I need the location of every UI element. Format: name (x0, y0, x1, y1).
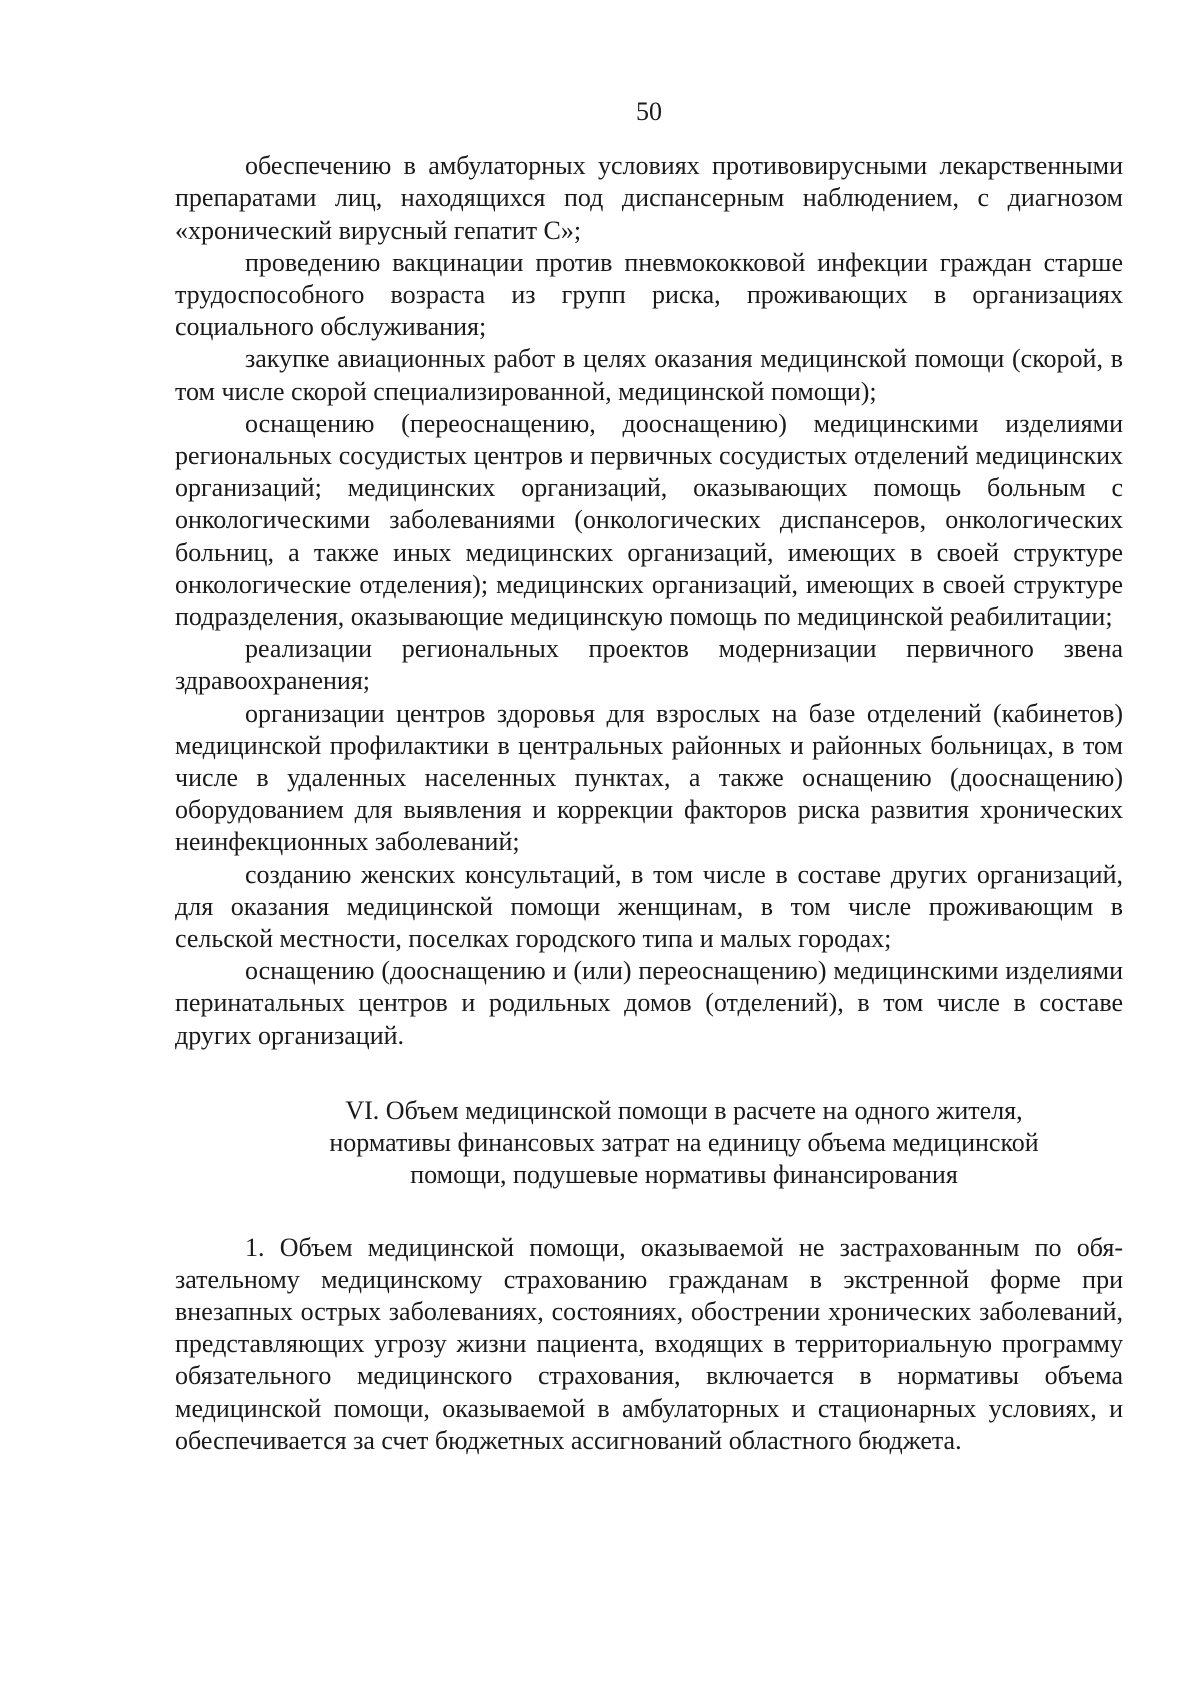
paragraph-health-centers: организации центров здоровья для взрослых на базе отделений (кабинетов) медицинской профилактики в центральных районных и районных больницах, в том числе в удаленных населенных пунктах, а также оснащению (дооснащению) оборудованием для выявления и коррекции факторов риска развития хронических неинфекционных заболеваний; (175, 698, 1123, 857)
section-heading-line: помощи, подушевые нормативы финансирования (410, 1160, 958, 1190)
section-heading-line: нормативы финансовых затрат на единицу объема медицинской (329, 1128, 1039, 1158)
paragraph-womens-consultations: созданию женских консультаций, в том числе в составе других организаций, для оказания медицинской помощи женщинам, в том числе проживающим в сельской местности, поселках городского типа и малых городах; (175, 859, 1123, 954)
paragraph-aviation-works: закупке авиационных работ в целях оказания медицинской помощи (скорой, в том числе скорой специализированной, медицинской помощи); (175, 344, 1123, 406)
paragraph-perinatal-centers: оснащению (дооснащению и (или) переоснащению) медицинскими изделиями перинатальных центров и родильных домов (отделений), в том числе в составе других организаций. (175, 956, 1123, 1050)
page-number: 50 (636, 97, 662, 126)
paragraph-numbered-1: 1. Объем медицинской помощи, оказываемой не застрахованным по обязательному медицинскому страхованию гражданам в экстренной форме при внезапных острых заболеваниях, состояниях, обострении хронических заболеваний, представляющих угрозу жизни пациента, входящих в территориальную программу обязательного медицинского страхования, включается в нормативы объема медицинской помощи, оказываемой в амбулаторных и стационарных условиях, и обеспечивается за счет бюджетных ассигнований областного бюджета. (175, 1232, 1123, 1455)
paragraph-antiviral-drugs: обеспечению в амбулаторных условиях противовирусными лекарственными препаратами лиц, находящихся под диспансерным наблюдением, с диагнозом «хронический вирусный гепатит С»; (175, 151, 1123, 245)
paragraph-primary-care-modernization: реализации региональных проектов модернизации первичного звена здравоохранения; (175, 634, 1123, 696)
document-page (175, 96, 1123, 1457)
paragraph-medical-equipment: оснащению (переоснащению, дооснащению) медицинскими изделиями региональных сосудистых центров и первичных сосудистых отделений медицинских организаций; медицинских организаций, оказывающих помощь больным с онкологическими заболеваниями (онкологических диспансеров, онкологических больниц, а также иных медицинских организаций, имеющих в своей структуре онкологические отделения); медицинских организаций, имеющих в своей структуре подразделения, оказывающие медицинскую помощь по медицинской реабилитации; (175, 408, 1123, 632)
section-heading (175, 1095, 1123, 1192)
paragraph-pneumococcal-vaccination: проведению вакцинации против пневмококковой инфекции граждан старше трудоспособного возраста из групп риска, проживающих в организациях социального обслуживания; (175, 247, 1123, 342)
section-heading-line: VI. Объем медицинской помощи в расчете на одного жителя, (345, 1095, 1023, 1125)
